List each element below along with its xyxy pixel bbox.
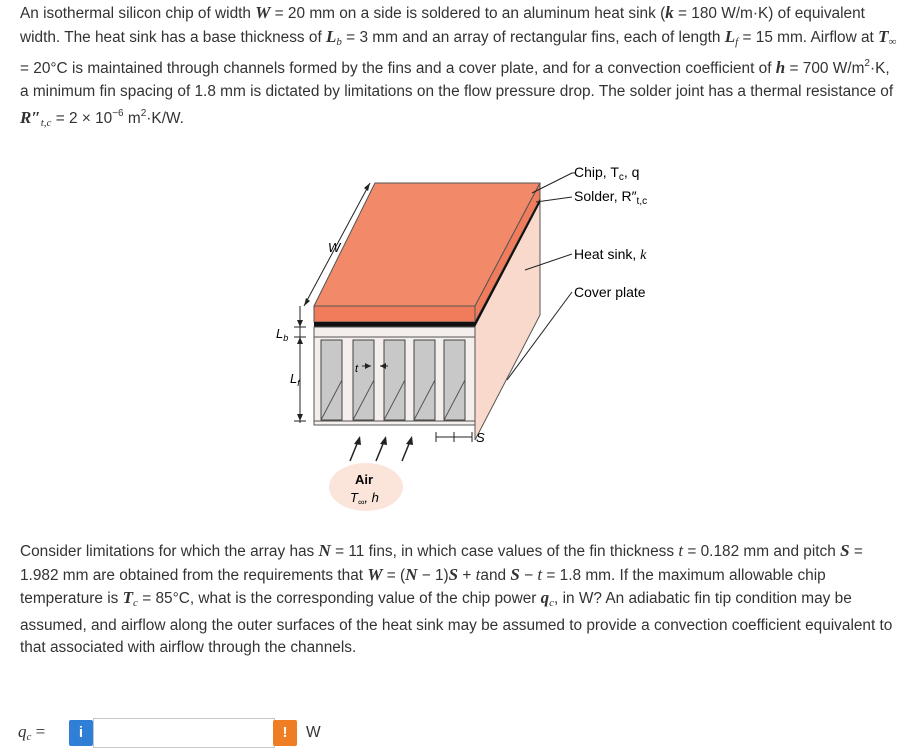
answer-row xyxy=(18,716,418,750)
svg-text:S: S xyxy=(476,430,485,445)
airflow-arrows xyxy=(350,436,413,461)
heat-sink-diagram xyxy=(270,164,670,520)
svg-text:Lb: $L_b$ xyxy=(276,326,289,343)
heat-sink-base xyxy=(314,327,475,337)
label-W: W xyxy=(328,240,341,255)
fin xyxy=(384,340,405,420)
svg-text:t: t xyxy=(355,363,359,375)
svg-text:Air: Air xyxy=(355,472,374,487)
svg-text:Solder, R″t,c: Solder, $R''_{t,c}$ xyxy=(574,188,648,207)
heat-sink-figure xyxy=(270,164,670,520)
pitch-dimension xyxy=(436,430,485,445)
fin xyxy=(353,340,374,420)
air-label xyxy=(329,463,403,511)
chip-front-face xyxy=(314,306,475,322)
svg-text:T∞, h: $T_\infty$, h xyxy=(350,490,379,507)
svg-text:Cover plate: Cover plate xyxy=(574,284,646,300)
svg-text:Heat sink, k: Heat sink, k xyxy=(574,246,647,263)
fin xyxy=(444,340,465,420)
warning-icon[interactable]: ! xyxy=(273,720,297,746)
problem-statement: An isothermal silicon chip of width W = 20 mm on a side is soldered to an aluminum heat sink (k = 180 W/m·K) of equivalent width. The heat sink has a base thickness of $L_b = 3$ mm and an array of rectangular fins, each of length $L_f = 15$ mm. Airflow at $T_\infty = 20^\circ C$ is maintained through channels formed by the fins and a cover plate, and for a convection coefficient of h = 700 $W/m^2\cdot K$, a minimum fin spacing of 1.8 mm is dictated by limitations on the flow pressure drop. The solder joint has a thermal resistance of $R''_{t,c} = 2 \times 10^{-6}$ $m^2\cdot K/W$. xyxy=(20,3,897,129)
answer-label: $q_c$ = xyxy=(18,722,46,743)
info-icon[interactable]: i xyxy=(69,720,93,746)
svg-text:Chip, Tc, q: Chip, $T_c$, q xyxy=(574,164,640,183)
fin xyxy=(321,340,342,420)
question-statement: Consider limitations for which the array has N = 11 fins, in which case values of the fin thickness t = 0.182 mm and pitch S = 1.982 mm are obtained from the requirements that W = (N − 1)S + tand S − t = 1.8 mm. If the maximum allowable chip temperature is $T_c = 85^\circ C$, what is the corresponding value of the chip power $q_c$, in W? An adiabatic fin tip condition may be assumed, and airflow along the outer surfaces of the heat sink may be assumed to provide a convection coefficient equivalent to that associated with airflow through the channels. xyxy=(20,541,893,656)
answer-input[interactable] xyxy=(93,718,275,748)
base-fin-dimension xyxy=(276,306,306,423)
svg-text:Lf: $L_f$ xyxy=(290,371,300,388)
cover-plate xyxy=(314,421,475,425)
fin xyxy=(414,340,435,420)
unit-label: W xyxy=(306,724,321,741)
